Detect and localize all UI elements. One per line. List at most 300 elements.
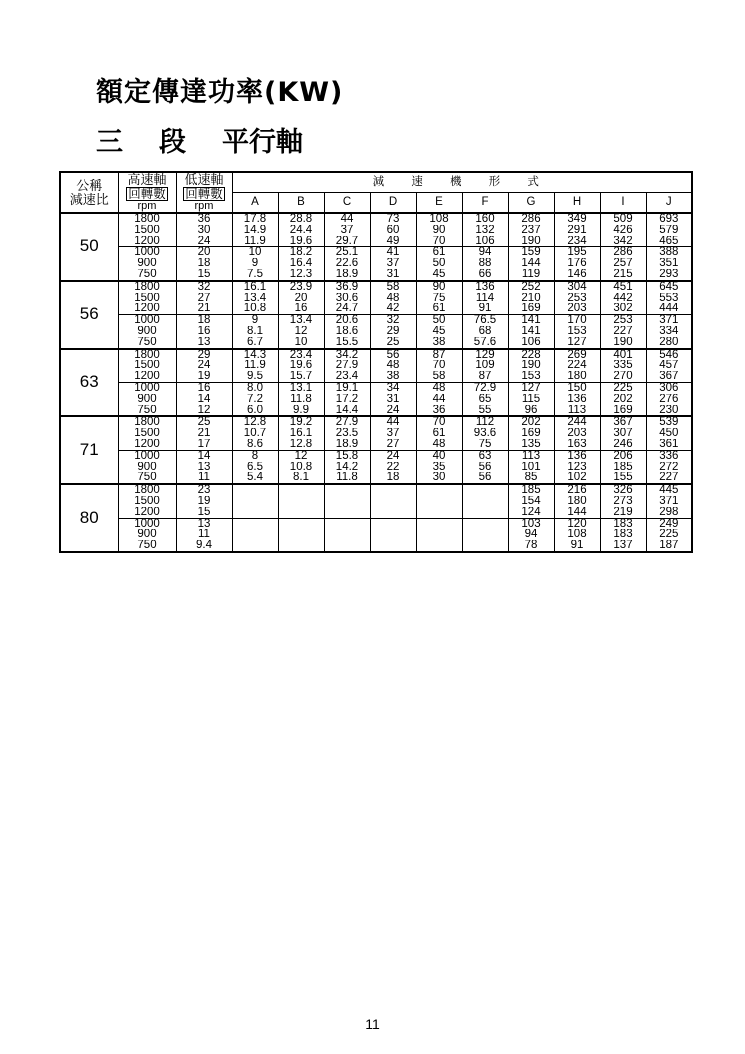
- model-value-cell: 41: [370, 247, 416, 258]
- model-value-cell: 72.9: [462, 382, 508, 393]
- model-value-cell: 257: [600, 258, 646, 269]
- model-value-cell: 153: [508, 371, 554, 382]
- low-speed-cell: 15: [176, 507, 232, 518]
- model-value-cell: 49: [370, 236, 416, 247]
- high-speed-cell: 1000: [118, 450, 176, 461]
- model-value-cell: 90: [416, 281, 462, 293]
- model-value-cell: 451: [600, 281, 646, 293]
- model-value-cell: 42: [370, 303, 416, 314]
- model-value-cell: 335: [600, 360, 646, 371]
- model-value-cell: 9.9: [278, 405, 324, 417]
- header-low-speed: [176, 172, 232, 213]
- model-value-cell: 57.6: [462, 337, 508, 349]
- model-value-cell: 30.6: [324, 293, 370, 304]
- model-value-cell: 169: [600, 405, 646, 417]
- model-value-cell: 35: [416, 462, 462, 473]
- table-row: [60, 236, 692, 247]
- model-value-cell: 136: [554, 450, 600, 461]
- page-subtitle: [96, 120, 303, 159]
- model-value-cell: 17.2: [324, 394, 370, 405]
- model-value-cell: 15.5: [324, 337, 370, 349]
- model-value-cell: 61: [416, 247, 462, 258]
- header-model-i: I: [600, 193, 646, 214]
- empty-cell: [370, 518, 416, 552]
- high-speed-cell: 1200: [118, 371, 176, 382]
- model-value-cell: 113: [508, 450, 554, 461]
- model-value-cell: 19.6: [278, 360, 324, 371]
- model-value-cell: 94: [508, 529, 554, 540]
- table-row: [60, 371, 692, 382]
- model-value-cell: 38: [416, 337, 462, 349]
- high-speed-cell: 1500: [118, 428, 176, 439]
- model-value-cell: 22: [370, 462, 416, 473]
- header-model-e: E: [416, 193, 462, 214]
- model-value-cell: 18: [370, 472, 416, 484]
- low-speed-cell: 11: [176, 529, 232, 540]
- model-value-cell: 23.5: [324, 428, 370, 439]
- model-value-cell: 96: [508, 405, 554, 417]
- table-row: [60, 258, 692, 269]
- model-value-cell: 23.4: [324, 371, 370, 382]
- ratio-cell: 71: [60, 416, 118, 484]
- empty-cell: [278, 484, 324, 518]
- model-value-cell: 509: [600, 213, 646, 225]
- model-value-cell: 55: [462, 405, 508, 417]
- model-value-cell: 155: [600, 472, 646, 484]
- model-value-cell: 70: [416, 416, 462, 428]
- model-value-cell: 371: [646, 496, 692, 507]
- model-value-cell: 457: [646, 360, 692, 371]
- model-value-cell: 227: [646, 472, 692, 484]
- table-row: [60, 281, 692, 293]
- model-value-cell: 6.7: [232, 337, 278, 349]
- high-speed-cell: 900: [118, 462, 176, 473]
- model-value-cell: 108: [416, 213, 462, 225]
- model-value-cell: 70: [416, 360, 462, 371]
- high-speed-cell: 1800: [118, 349, 176, 361]
- model-value-cell: 286: [600, 247, 646, 258]
- model-value-cell: 169: [508, 428, 554, 439]
- model-value-cell: 12.8: [278, 439, 324, 450]
- model-value-cell: 170: [554, 315, 600, 326]
- model-value-cell: 553: [646, 293, 692, 304]
- header-model-g: G: [508, 193, 554, 214]
- model-value-cell: 539: [646, 416, 692, 428]
- model-value-cell: 19.2: [278, 416, 324, 428]
- header-ratio-line2: 減速比: [69, 191, 109, 207]
- model-value-cell: 32: [370, 315, 416, 326]
- model-value-cell: 185: [600, 462, 646, 473]
- model-value-cell: 14.9: [232, 225, 278, 236]
- model-value-cell: 206: [600, 450, 646, 461]
- model-value-cell: 183: [600, 518, 646, 529]
- high-speed-cell: 1000: [118, 315, 176, 326]
- header-low-speed-line2: 回轉數: [185, 187, 223, 201]
- model-value-cell: 13.4: [278, 315, 324, 326]
- model-value-cell: 38: [370, 371, 416, 382]
- model-value-cell: 224: [554, 360, 600, 371]
- model-value-cell: 48: [370, 293, 416, 304]
- model-value-cell: 228: [508, 349, 554, 361]
- model-value-cell: 210: [508, 293, 554, 304]
- table-row: [60, 416, 692, 428]
- model-value-cell: 10.8: [232, 303, 278, 314]
- low-speed-cell: 18: [176, 315, 232, 326]
- low-speed-cell: 36: [176, 213, 232, 225]
- model-value-cell: 87: [462, 371, 508, 382]
- model-value-cell: 44: [324, 213, 370, 225]
- model-value-cell: 230: [646, 405, 692, 417]
- header-model-a: A: [232, 193, 278, 214]
- model-value-cell: 7.5: [232, 269, 278, 281]
- header-high-speed-line1: 高速軸: [127, 172, 167, 187]
- empty-cell: [416, 518, 462, 552]
- model-value-cell: 58: [416, 371, 462, 382]
- low-speed-cell: 11: [176, 472, 232, 484]
- model-value-cell: 112: [462, 416, 508, 428]
- model-value-cell: 160: [462, 213, 508, 225]
- low-speed-cell: 32: [176, 281, 232, 293]
- empty-cell: [324, 484, 370, 518]
- model-value-cell: 91: [554, 540, 600, 552]
- model-value-cell: 371: [646, 315, 692, 326]
- low-speed-cell: 13: [176, 518, 232, 529]
- model-value-cell: 65: [462, 394, 508, 405]
- model-value-cell: 56: [462, 462, 508, 473]
- high-speed-cell: 1000: [118, 518, 176, 529]
- model-value-cell: 129: [462, 349, 508, 361]
- table-row: [60, 349, 692, 361]
- model-value-cell: 202: [600, 394, 646, 405]
- model-value-cell: 28.8: [278, 213, 324, 225]
- model-value-cell: 291: [554, 225, 600, 236]
- model-value-cell: 11.8: [278, 394, 324, 405]
- model-value-cell: 75: [462, 439, 508, 450]
- model-value-cell: 8.1: [278, 472, 324, 484]
- model-value-cell: 388: [646, 247, 692, 258]
- model-value-cell: 183: [600, 529, 646, 540]
- low-speed-cell: 13: [176, 462, 232, 473]
- model-value-cell: 27.9: [324, 416, 370, 428]
- model-value-cell: 75: [416, 293, 462, 304]
- page-title: 額定傳達功率(KW): [96, 77, 344, 108]
- model-value-cell: 426: [600, 225, 646, 236]
- high-speed-cell: 1800: [118, 416, 176, 428]
- model-value-cell: 16.1: [232, 281, 278, 293]
- model-value-cell: 58: [370, 281, 416, 293]
- model-value-cell: 61: [416, 303, 462, 314]
- model-value-cell: 252: [508, 281, 554, 293]
- model-value-cell: 76.5: [462, 315, 508, 326]
- model-value-cell: 34: [370, 382, 416, 393]
- model-value-cell: 445: [646, 484, 692, 496]
- model-value-cell: 136: [462, 281, 508, 293]
- model-value-cell: 693: [646, 213, 692, 225]
- model-value-cell: 276: [646, 394, 692, 405]
- model-value-cell: 190: [508, 236, 554, 247]
- model-value-cell: 645: [646, 281, 692, 293]
- model-value-cell: 34.2: [324, 349, 370, 361]
- empty-cell: [232, 518, 278, 552]
- header-high-speed-line2: 回轉數: [128, 187, 166, 201]
- model-value-cell: 119: [508, 269, 554, 281]
- header-ratio-line1: 公稱: [76, 177, 103, 193]
- model-value-cell: 280: [646, 337, 692, 349]
- model-value-cell: 234: [554, 236, 600, 247]
- model-value-cell: 12.3: [278, 269, 324, 281]
- table-row: [60, 269, 692, 281]
- model-value-cell: 442: [600, 293, 646, 304]
- model-value-cell: 6.5: [232, 462, 278, 473]
- model-value-cell: 31: [370, 269, 416, 281]
- table-row: [60, 472, 692, 484]
- high-speed-cell: 1500: [118, 225, 176, 236]
- model-value-cell: 22.6: [324, 258, 370, 269]
- model-value-cell: 73: [370, 213, 416, 225]
- empty-cell: [324, 518, 370, 552]
- high-speed-cell: 1800: [118, 484, 176, 496]
- model-value-cell: 14.4: [324, 405, 370, 417]
- model-value-cell: 18.2: [278, 247, 324, 258]
- model-value-cell: 11.9: [232, 236, 278, 247]
- model-value-cell: 70: [416, 236, 462, 247]
- model-value-cell: 36: [416, 405, 462, 417]
- model-value-cell: 9: [232, 258, 278, 269]
- model-value-cell: 23.4: [278, 349, 324, 361]
- model-value-cell: 176: [554, 258, 600, 269]
- model-value-cell: 14.3: [232, 349, 278, 361]
- header-model-c: C: [324, 193, 370, 214]
- table-row: [60, 315, 692, 326]
- model-value-cell: 68: [462, 326, 508, 337]
- low-speed-cell: 19: [176, 371, 232, 382]
- table-row: [60, 303, 692, 314]
- high-speed-cell: 1200: [118, 507, 176, 518]
- model-value-cell: 101: [508, 462, 554, 473]
- model-value-cell: 60: [370, 225, 416, 236]
- model-value-cell: 48: [416, 382, 462, 393]
- model-value-cell: 187: [646, 540, 692, 552]
- model-value-cell: 108: [554, 529, 600, 540]
- model-value-cell: 20.6: [324, 315, 370, 326]
- model-value-cell: 272: [646, 462, 692, 473]
- subtitle-part-1: 三: [96, 127, 123, 158]
- model-value-cell: 31: [370, 394, 416, 405]
- model-value-cell: 115: [508, 394, 554, 405]
- model-value-cell: 141: [508, 315, 554, 326]
- model-value-cell: 273: [600, 496, 646, 507]
- low-speed-cell: 18: [176, 258, 232, 269]
- model-value-cell: 25: [370, 337, 416, 349]
- model-value-cell: 190: [508, 360, 554, 371]
- high-speed-cell: 900: [118, 394, 176, 405]
- model-value-cell: 13.1: [278, 382, 324, 393]
- model-value-cell: 546: [646, 349, 692, 361]
- high-speed-cell: 750: [118, 269, 176, 281]
- model-value-cell: 17.8: [232, 213, 278, 225]
- model-value-cell: 120: [554, 518, 600, 529]
- model-value-cell: 215: [600, 269, 646, 281]
- model-value-cell: 185: [508, 484, 554, 496]
- model-value-cell: 87: [416, 349, 462, 361]
- model-value-cell: 48: [416, 439, 462, 450]
- model-value-cell: 94: [462, 247, 508, 258]
- header-model-b: B: [278, 193, 324, 214]
- model-value-cell: 253: [600, 315, 646, 326]
- table-row: [60, 225, 692, 236]
- model-value-cell: 8.1: [232, 326, 278, 337]
- model-value-cell: 19.1: [324, 382, 370, 393]
- high-speed-cell: 900: [118, 258, 176, 269]
- model-value-cell: 103: [508, 518, 554, 529]
- low-speed-cell: 14: [176, 450, 232, 461]
- high-speed-cell: 750: [118, 540, 176, 552]
- model-value-cell: 15.7: [278, 371, 324, 382]
- table-row: [60, 484, 692, 496]
- model-value-cell: 153: [554, 326, 600, 337]
- low-speed-cell: 15: [176, 269, 232, 281]
- table-row: [60, 247, 692, 258]
- model-value-cell: 132: [462, 225, 508, 236]
- model-value-cell: 11.8: [324, 472, 370, 484]
- model-value-cell: 61: [416, 428, 462, 439]
- model-value-cell: 10.8: [278, 462, 324, 473]
- model-value-cell: 27: [370, 439, 416, 450]
- header-model-f: F: [462, 193, 508, 214]
- table-row: [60, 405, 692, 417]
- model-value-cell: 450: [646, 428, 692, 439]
- low-speed-cell: 21: [176, 303, 232, 314]
- model-value-cell: 10.7: [232, 428, 278, 439]
- subtitle-part-3: 平行軸: [222, 127, 303, 158]
- model-value-cell: 37: [370, 428, 416, 439]
- model-value-cell: 12: [278, 326, 324, 337]
- model-value-cell: 169: [508, 303, 554, 314]
- empty-cell: [370, 484, 416, 518]
- model-value-cell: 307: [600, 428, 646, 439]
- high-speed-cell: 1800: [118, 281, 176, 293]
- high-speed-cell: 900: [118, 326, 176, 337]
- model-value-cell: 106: [462, 236, 508, 247]
- model-value-cell: 37: [324, 225, 370, 236]
- header-low-speed-unit: rpm: [194, 200, 214, 212]
- model-value-cell: 5.4: [232, 472, 278, 484]
- model-value-cell: 195: [554, 247, 600, 258]
- model-value-cell: 270: [600, 371, 646, 382]
- model-value-cell: 85: [508, 472, 554, 484]
- model-value-cell: 579: [646, 225, 692, 236]
- model-value-cell: 27.9: [324, 360, 370, 371]
- model-value-cell: 306: [646, 382, 692, 393]
- high-speed-cell: 1200: [118, 236, 176, 247]
- model-value-cell: 444: [646, 303, 692, 314]
- table-row: [60, 518, 692, 529]
- low-speed-cell: 21: [176, 428, 232, 439]
- model-value-cell: 63: [462, 450, 508, 461]
- model-value-cell: 24.4: [278, 225, 324, 236]
- model-value-cell: 304: [554, 281, 600, 293]
- model-value-cell: 16: [278, 303, 324, 314]
- page-number: 11: [365, 1016, 380, 1032]
- high-speed-cell: 1200: [118, 303, 176, 314]
- model-value-cell: 334: [646, 326, 692, 337]
- header-high-speed-unit: rpm: [137, 200, 157, 212]
- table-row: [60, 450, 692, 461]
- model-value-cell: 286: [508, 213, 554, 225]
- low-speed-cell: 16: [176, 382, 232, 393]
- model-value-cell: 225: [600, 382, 646, 393]
- model-value-cell: 336: [646, 450, 692, 461]
- model-value-cell: 24: [370, 450, 416, 461]
- model-value-cell: 9: [232, 315, 278, 326]
- ratio-cell: 63: [60, 349, 118, 417]
- model-value-cell: 18.9: [324, 439, 370, 450]
- model-value-cell: 144: [508, 258, 554, 269]
- header-model-d: D: [370, 193, 416, 214]
- model-value-cell: 48: [370, 360, 416, 371]
- model-value-cell: 159: [508, 247, 554, 258]
- model-value-cell: 146: [554, 269, 600, 281]
- model-value-cell: 36.9: [324, 281, 370, 293]
- model-value-cell: 56: [462, 472, 508, 484]
- model-value-cell: 37: [370, 258, 416, 269]
- low-speed-cell: 30: [176, 225, 232, 236]
- model-value-cell: 203: [554, 428, 600, 439]
- model-value-cell: 367: [646, 371, 692, 382]
- table-row: [60, 462, 692, 473]
- model-value-cell: 225: [646, 529, 692, 540]
- model-value-cell: 180: [554, 371, 600, 382]
- model-value-cell: 18.9: [324, 269, 370, 281]
- low-speed-cell: 25: [176, 416, 232, 428]
- model-value-cell: 219: [600, 507, 646, 518]
- model-value-cell: 136: [554, 394, 600, 405]
- model-value-cell: 8: [232, 450, 278, 461]
- model-value-cell: 29: [370, 326, 416, 337]
- header-model-j: J: [646, 193, 692, 214]
- table-row: [60, 360, 692, 371]
- model-value-cell: 56: [370, 349, 416, 361]
- model-value-cell: 44: [370, 416, 416, 428]
- empty-cell: [462, 518, 508, 552]
- model-value-cell: 137: [600, 540, 646, 552]
- model-value-cell: 246: [600, 439, 646, 450]
- header-model-group: 減 速 機 形 式: [232, 172, 692, 193]
- low-speed-cell: 24: [176, 360, 232, 371]
- model-value-cell: 361: [646, 439, 692, 450]
- model-value-cell: 91: [462, 303, 508, 314]
- model-value-cell: 93.6: [462, 428, 508, 439]
- model-value-cell: 244: [554, 416, 600, 428]
- ratio-cell: 80: [60, 484, 118, 552]
- model-value-cell: 40: [416, 450, 462, 461]
- model-value-cell: 227: [600, 326, 646, 337]
- low-speed-cell: 23: [176, 484, 232, 496]
- model-value-cell: 14.2: [324, 462, 370, 473]
- model-value-cell: 88: [462, 258, 508, 269]
- model-value-cell: 326: [600, 484, 646, 496]
- model-value-cell: 216: [554, 484, 600, 496]
- model-value-cell: 123: [554, 462, 600, 473]
- low-speed-cell: 12: [176, 405, 232, 417]
- model-value-cell: 124: [508, 507, 554, 518]
- model-value-cell: 106: [508, 337, 554, 349]
- model-value-cell: 342: [600, 236, 646, 247]
- model-value-cell: 135: [508, 439, 554, 450]
- low-speed-cell: 19: [176, 496, 232, 507]
- header-high-speed: [118, 172, 176, 213]
- model-value-cell: 90: [416, 225, 462, 236]
